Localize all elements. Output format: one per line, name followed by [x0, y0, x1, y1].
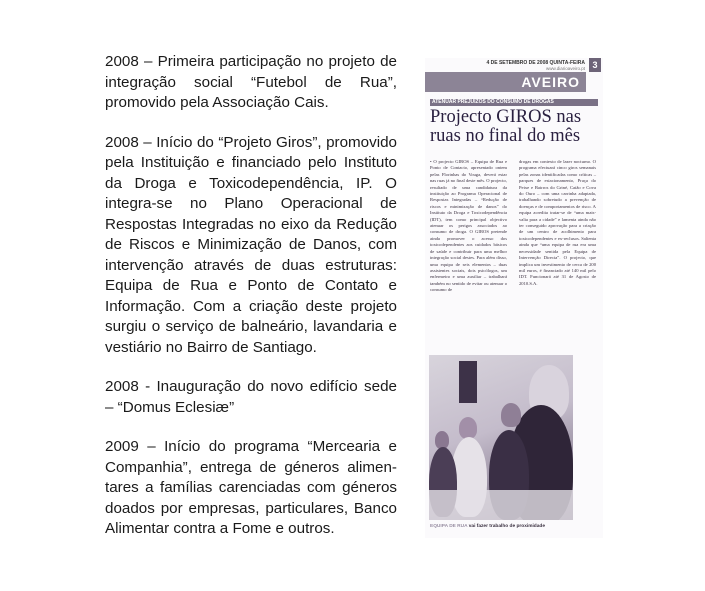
clipping-column-1: • O projecto GIROS – Equipa de Rua e Ponto de Contacto, apresentado ontem pelas Florinhas do Vouga, deverá estar nas ruas já no final deste mês. O projecto, resultado de uma candidatura da instituição ao Programa Operacional de Respostas Integradas – “Redução de riscos e minimização de danos” do Instituto da Droga e Toxicodependência (IDT), tem como principal objectivo atenuar os perigos associados ao consumo de droga. O GIROS pretende ainda promover o acesso dos toxicodependentes aos cuidados básicos de saúde e contribuir para uma melhor integração social destes. Para além disso, uma equipa de seis elementos – duas assistentes sociais, dois psicólogos, um enfermeiro e uma auxiliar – trabalhará também no sentido de evitar ou atenuar o consumo de: [430, 159, 507, 293]
clipping-column-2: drogas em contexto de lazer nocturno. O programa efectuará cinco giros semanais pelas zonas identificadas como críticas – parques de estacionamento, Praça do Peixe e Bairros do Griné, Caião e Cova do Ouro – com uma carrinha adaptada, trabalhando sobretudo a prevenção de doenças e de comportamentos de risco. A equipa acredita tratar-se de “uma mais-valia para a cidade” e lamenta ainda não ter conseguido aprovação para a criação de um centro de acolhimento para toxicodependentes e ex-reclusos. Salienta ainda que “uma equipa de rua era uma necessidade sentida pela Equipa de Intervenção Directa”. O projecto, que implica um investimento de cerca de 200 mil euros, é financiado até 140 mil pelo IDT. Funcionará até 31 de Agosto de 2010.S.A.: [519, 159, 596, 286]
history-paragraph: [105, 52, 397, 114]
text-line: 2008 - Inauguração do novo edifício sede: [105, 378, 397, 395]
text-line: – “Domus Eclesiæ”: [105, 398, 235, 416]
history-paragraph: [105, 377, 397, 418]
text-line: intervenção através de duas estruturas:: [105, 256, 397, 274]
text-line: 2008 – Primeira participação no projeto de: [105, 53, 397, 70]
text-line: vestiário no Bairro de Santiago.: [105, 338, 317, 356]
caption-lead: EQUIPA DE RUA: [430, 524, 468, 529]
history-paragraph: [105, 133, 397, 359]
text-line: Respostas Integradas no eixo da Redução: [105, 215, 397, 233]
text-line: de Riscos e Minimização de Danos, com: [105, 236, 397, 253]
photo-poster: [459, 361, 477, 403]
caption-text: vai fazer trabalho de proximidade: [468, 524, 545, 529]
clipping-headline: Projecto GIROS nas ruas no final do mês: [430, 107, 582, 146]
clipping-caption: [430, 524, 545, 529]
text-line: Companhia”, entrega de géneros alimen-: [105, 458, 397, 476]
text-line: da Droga e Toxicodependência, IP. O: [105, 174, 397, 192]
text-line: doados por empresas, particulares, Banco: [105, 499, 397, 517]
clipping-kicker: ATENUAR PREJUÍZOS DO CONSUMO DE DROGAS: [430, 99, 598, 106]
history-text: [105, 52, 397, 559]
text-line: surgiu o serviço de balneário, lavandaria e: [105, 318, 397, 335]
newspaper-clipping: [425, 58, 603, 538]
text-line: promovido pela Associação Cais.: [105, 94, 329, 111]
clipping-date: 4 DE SETEMBRO DE 2008 QUINTA-FEIRA: [486, 60, 585, 66]
history-paragraph: [105, 437, 397, 540]
clipping-section: AVEIRO: [425, 72, 586, 92]
clipping-page-number: 3: [589, 58, 601, 72]
text-line: tares a famílias carenciadas com géneros: [105, 479, 397, 496]
text-line: Informação. Com a criação deste projeto: [105, 297, 397, 315]
clipping-photo: [429, 355, 573, 520]
text-line: Equipa de Rua e Ponto de Contato e: [105, 277, 397, 294]
text-line: pela Instituição e financiado pelo Instituto: [105, 154, 397, 171]
text-line: Alimentar contra a Fome e outros.: [105, 520, 335, 537]
text-line: 2008 – Início do “Projeto Giros”, promovido: [105, 133, 397, 151]
text-line: integra-se no Plano Operacional de: [105, 195, 397, 212]
text-line: 2009 – Início do programa “Mercearia e: [105, 438, 397, 455]
clipping-url: www.diarioaveiro.pt: [545, 66, 585, 71]
text-line: integração social “Futebol de Rua”,: [105, 73, 397, 91]
